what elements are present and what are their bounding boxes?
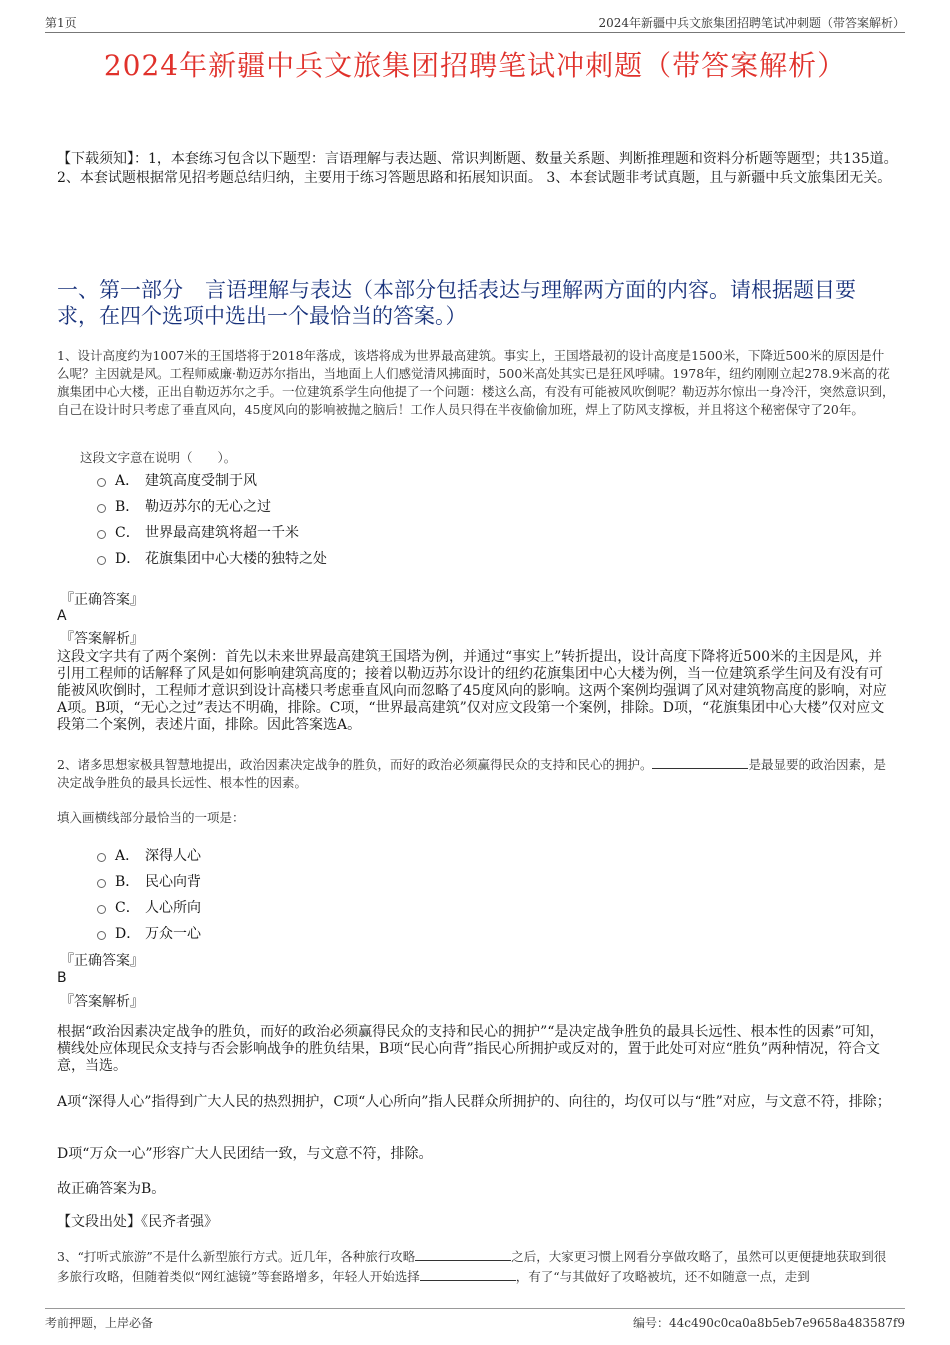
option-text: 万众一心 bbox=[145, 926, 201, 942]
document-title: 2024年新疆中兵文旅集团招聘笔试冲刺题（带答案解析） bbox=[103, 49, 847, 82]
option-letter: D． bbox=[115, 551, 141, 567]
fill-blank bbox=[415, 1248, 511, 1261]
question-2-text bbox=[57, 756, 895, 792]
radio-icon[interactable] bbox=[97, 504, 106, 513]
q2-analysis-label: 『答案解析』 bbox=[60, 994, 144, 1010]
option-letter: C． bbox=[115, 900, 140, 916]
footer-divider bbox=[45, 1308, 905, 1309]
option-letter: B． bbox=[115, 499, 140, 515]
fill-blank bbox=[420, 1268, 516, 1281]
option-letter: A． bbox=[115, 848, 140, 864]
running-title: 2024年新疆中兵文旅集团招聘笔试冲刺题（带答案解析） bbox=[598, 16, 905, 30]
radio-icon[interactable] bbox=[97, 478, 106, 487]
radio-icon[interactable] bbox=[97, 530, 106, 539]
q1-option-a[interactable] bbox=[97, 470, 257, 490]
question-2-stem: 填入画横线部分最恰当的一项是： bbox=[57, 810, 245, 825]
section-part: 一、第一部分 bbox=[57, 278, 183, 302]
q2-text-before: 2、诸多思想家极具智慧地提出，政治因素决定战争的胜负，而好的政治必须赢得民众的支持和民心的拥护。 bbox=[57, 757, 653, 772]
q2-source: 【文段出处】《民齐者强》 bbox=[57, 1214, 218, 1230]
q1-analysis-label: 『答案解析』 bbox=[60, 631, 144, 647]
q2-answer-label: 『正确答案』 bbox=[60, 953, 144, 969]
q3-part-1: 3、“打听式旅游”不是什么新型旅行方式。近几年，各种旅行攻略 bbox=[57, 1249, 416, 1264]
radio-icon[interactable] bbox=[97, 905, 106, 914]
question-1-text: 1、设计高度约为1007米的王国塔将于2018年落成，该塔将成为世界最高建筑。事实上，王国塔最初的设计高度是1500米，下降近500米的原因是什么呢？主因就是风。工程师威廉·勒迈苏尔指出，当地面上人们感觉清风拂面时，500米高处其实已是狂风呼啸。1978年，纽约刚刚立起278.9米高的花旗集团中心大楼，正出自勒迈苏尔之手。一位建筑系学生向他提了一个问题：楼这么高，有没有可能被风吹倒呢？勒迈苏尔惊出一身冷汗，突然意识到，自己在设计时只考虑了垂直风向，45度风向的影响被抛之脑后！工作人员只得在半夜偷偷加班，焊上了防风支撑板，并且将这个秘密保守了20年。 bbox=[57, 348, 895, 417]
option-letter: B． bbox=[115, 874, 140, 890]
fill-blank bbox=[652, 756, 748, 769]
q2-analysis-3: D项“万众一心”形容广大人民团结一致，与文意不符，排除。 bbox=[57, 1146, 433, 1162]
option-letter: D． bbox=[115, 926, 141, 942]
q1-option-c[interactable] bbox=[97, 522, 299, 542]
section-heading bbox=[57, 277, 895, 329]
option-text: 勒迈苏尔的无心之过 bbox=[145, 499, 271, 515]
q2-option-d[interactable] bbox=[97, 923, 201, 943]
q2-option-b[interactable] bbox=[97, 871, 201, 891]
q2-analysis-2: A项“深得人心”指得到广大人民的热烈拥护，C项“人心所向”指人民群众所拥护的、向往的，均仅可以与“胜”对应，与文意不符，排除； bbox=[57, 1094, 891, 1110]
radio-icon[interactable] bbox=[97, 556, 106, 565]
option-text: 世界最高建筑将超一千米 bbox=[145, 525, 299, 541]
question-1-stem: 这段文字意在说明（ ）。 bbox=[80, 450, 237, 465]
option-text: 深得人心 bbox=[145, 848, 201, 864]
option-letter: C． bbox=[115, 525, 140, 541]
question-3-text bbox=[57, 1247, 895, 1287]
footer-slogan: 考前押题，上岸必备 bbox=[45, 1316, 154, 1330]
q1-answer: A bbox=[57, 608, 67, 624]
q2-answer: B bbox=[57, 970, 67, 986]
option-text: 花旗集团中心大楼的独特之处 bbox=[145, 551, 327, 567]
q1-option-b[interactable] bbox=[97, 496, 271, 516]
radio-icon[interactable] bbox=[97, 853, 106, 862]
option-letter: A． bbox=[115, 473, 140, 489]
footer-serial: 编号：44c490c0ca0a8b5eb7e9658a483587f9 bbox=[633, 1316, 905, 1330]
header-divider bbox=[45, 32, 905, 33]
option-text: 民心向背 bbox=[145, 874, 201, 890]
radio-icon[interactable] bbox=[97, 931, 106, 940]
option-text: 建筑高度受制于风 bbox=[145, 473, 257, 489]
q2-conclusion: 故正确答案为B。 bbox=[57, 1181, 166, 1197]
q2-text-after: 是最显要的政治因素，是决定战争胜负的最具长远性、根本性的因素。 bbox=[57, 757, 886, 790]
radio-icon[interactable] bbox=[97, 879, 106, 888]
q3-part-2: 之后，大家更习惯上网看分享做攻略了，虽然可以更便捷地获取到很多旅行攻略，但随着类似“网红滤镜”等套路增多，年轻人开始选择 bbox=[57, 1249, 887, 1284]
option-text: 人心所向 bbox=[145, 900, 201, 916]
download-notice: 【下载须知】：1，本套练习包含以下题型：言语理解与表达题、常识判断题、数量关系题、判断推理题和资料分析题等题型；共135道。 2、本套试题根据常见招考题总结归纳，主要用于练习答题思路和拓展知识面。 3、本套试题非考试真题，且与新疆中兵文旅集团无关。 bbox=[57, 151, 898, 186]
q1-analysis: 这段文字共有了两个案例：首先以未来世界最高建筑王国塔为例，并通过“事实上”转折提出，设计高度下降将近500米的主因是风，并引用工程师的话解释了风是如何影响建筑高度的；接着以勒迈苏尔设计的纽约花旗集团中心大楼为例，当一位建筑系学生问及有没有可能被风吹倒时，工程师才意识到设计高楼只考虑垂直风向而忽略了45度风向的影响。这两个案例均强调了风对建筑物高度的影响，对应A项。B项，“无心之过”表达不明确，排除。C项，“世界最高建筑”仅对应文段第一个案例，排除。D项，“花旗集团中心大楼”仅对应文段第二个案例，表述片面，排除。因此答案选A。 bbox=[57, 649, 887, 733]
page-number: 第1页 bbox=[45, 16, 77, 30]
q1-answer-label: 『正确答案』 bbox=[60, 592, 144, 608]
q2-option-a[interactable] bbox=[97, 845, 201, 865]
q2-analysis-1: 根据“政治因素决定战争的胜负，而好的政治必须赢得民众的支持和民心的拥护”“是决定战争胜负的最具长远性、根本性的因素”可知，横线处应体现民众支持与否会影响战争的胜负结果，B项“民心向背”指民心所拥护或反对的，置于此处可对应“胜负”两种情况，符合文意，当选。 bbox=[57, 1024, 884, 1074]
q2-option-c[interactable] bbox=[97, 897, 201, 917]
q3-part-3: ，有了“与其做好了攻略被坑，还不如随意一点，走到 bbox=[515, 1269, 810, 1284]
section-name: 言语理解与表达（本部分包括表达与理解两方面的内容。请根据题目要求，在四个选项中选出一个最恰当的答案。） bbox=[57, 278, 856, 328]
q1-option-d[interactable] bbox=[97, 548, 327, 568]
